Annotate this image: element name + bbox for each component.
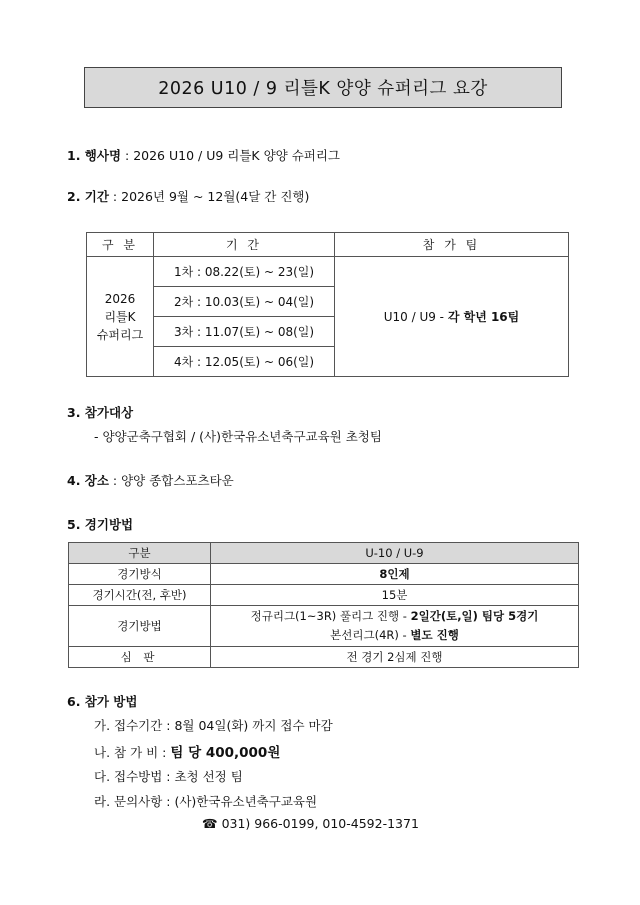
section-value: : 2026년 9월 ~ 12월(4달 간 진행) (108, 189, 310, 204)
header-cell: 구분 (69, 543, 211, 564)
row-value (211, 606, 579, 647)
method-line-bold: 2일간(토,일) 팀당 5경기 (410, 609, 539, 623)
page-title (84, 67, 562, 108)
apply-fee-label: 나. 참 가 비 : (94, 745, 171, 760)
schedule-table (86, 232, 569, 377)
apply-method: 다. 접수방법 : 초청 선정 팀 (94, 769, 243, 784)
header-cell: 참 가 팀 (335, 233, 569, 257)
round-cell: 2차 : 10.03(토) ~ 04(일) (154, 287, 335, 317)
teams-prefix: U10 / U9 - (383, 310, 448, 324)
method-line-text: 본선리그(4R) - (330, 628, 411, 642)
section-how-to-apply (67, 692, 137, 710)
league-name-line: 슈퍼리그 (96, 327, 144, 342)
section-label: 1. 행사명 (67, 148, 122, 163)
row-label: 경기방식 (69, 564, 211, 585)
header-cell: 구 분 (87, 233, 154, 257)
section-label: 3. 참가대상 (67, 405, 134, 420)
row-value: 전 경기 2심제 진행 (211, 647, 579, 668)
phone-numbers: 031) 966-0199, 010-4592-1371 (221, 816, 419, 831)
teams-count: 각 학년 16팀 (447, 310, 520, 324)
row-label: 경기시간(전, 후반) (69, 585, 211, 606)
league-name-line: 리틀K (104, 309, 136, 324)
match-method-table (68, 542, 579, 668)
table-row (69, 647, 579, 668)
table-header-row (87, 233, 569, 257)
section-label: 2. 기간 (67, 189, 109, 204)
league-name-cell (87, 257, 154, 377)
participants-value: - 양양군축구협회 / (사)한국유소년축구교육원 초청팀 (94, 429, 382, 444)
header-cell: 기 간 (154, 233, 335, 257)
contact-phone (202, 816, 419, 831)
section-label: 4. 장소 (67, 473, 109, 488)
section-period (67, 187, 309, 205)
table-row (69, 606, 579, 647)
section-event-name (67, 146, 340, 164)
section-participants (67, 403, 133, 421)
row-label: 경기방법 (69, 606, 211, 647)
section-match-method (67, 515, 133, 533)
method-line-text: 정규리그(1~3R) 풀리그 진행 - (250, 609, 411, 623)
row-label: 심 판 (69, 647, 211, 668)
phone-icon: ☎ (202, 816, 218, 831)
apply-contact: 라. 문의사항 : (사)한국유소년축구교육원 (94, 794, 318, 809)
section-value: : 2026 U10 / U9 리틀K 양양 슈퍼리그 (121, 148, 341, 163)
method-line (211, 607, 578, 626)
teams-cell (335, 257, 569, 377)
table-row (69, 564, 579, 585)
method-line-bold: 별도 진행 (410, 628, 459, 642)
league-name-line: 2026 (104, 291, 136, 306)
table-row (87, 257, 569, 287)
table-row (69, 585, 579, 606)
section-venue (67, 471, 234, 489)
page-title-text: 2026 U10 / 9 리틀K 양양 슈퍼리그 요강 (158, 79, 488, 99)
round-cell: 1차 : 08.22(토) ~ 23(일) (154, 257, 335, 287)
section-label: 6. 참가 방법 (67, 694, 138, 709)
section-value: : 양양 종합스포츠타운 (108, 473, 234, 488)
method-line (211, 626, 578, 645)
header-cell: U-10 / U-9 (211, 543, 579, 564)
apply-fee (94, 741, 280, 761)
apply-fee-value: 팀 당 400,000원 (170, 745, 281, 761)
row-value: 8인제 (211, 564, 579, 585)
round-cell: 3차 : 11.07(토) ~ 08(일) (154, 317, 335, 347)
apply-period: 가. 접수기간 : 8월 04일(화) 까지 접수 마감 (94, 718, 333, 733)
round-cell: 4차 : 12.05(토) ~ 06(일) (154, 347, 335, 377)
section-label: 5. 경기방법 (67, 517, 134, 532)
table-header-row (69, 543, 579, 564)
row-value: 15분 (211, 585, 579, 606)
